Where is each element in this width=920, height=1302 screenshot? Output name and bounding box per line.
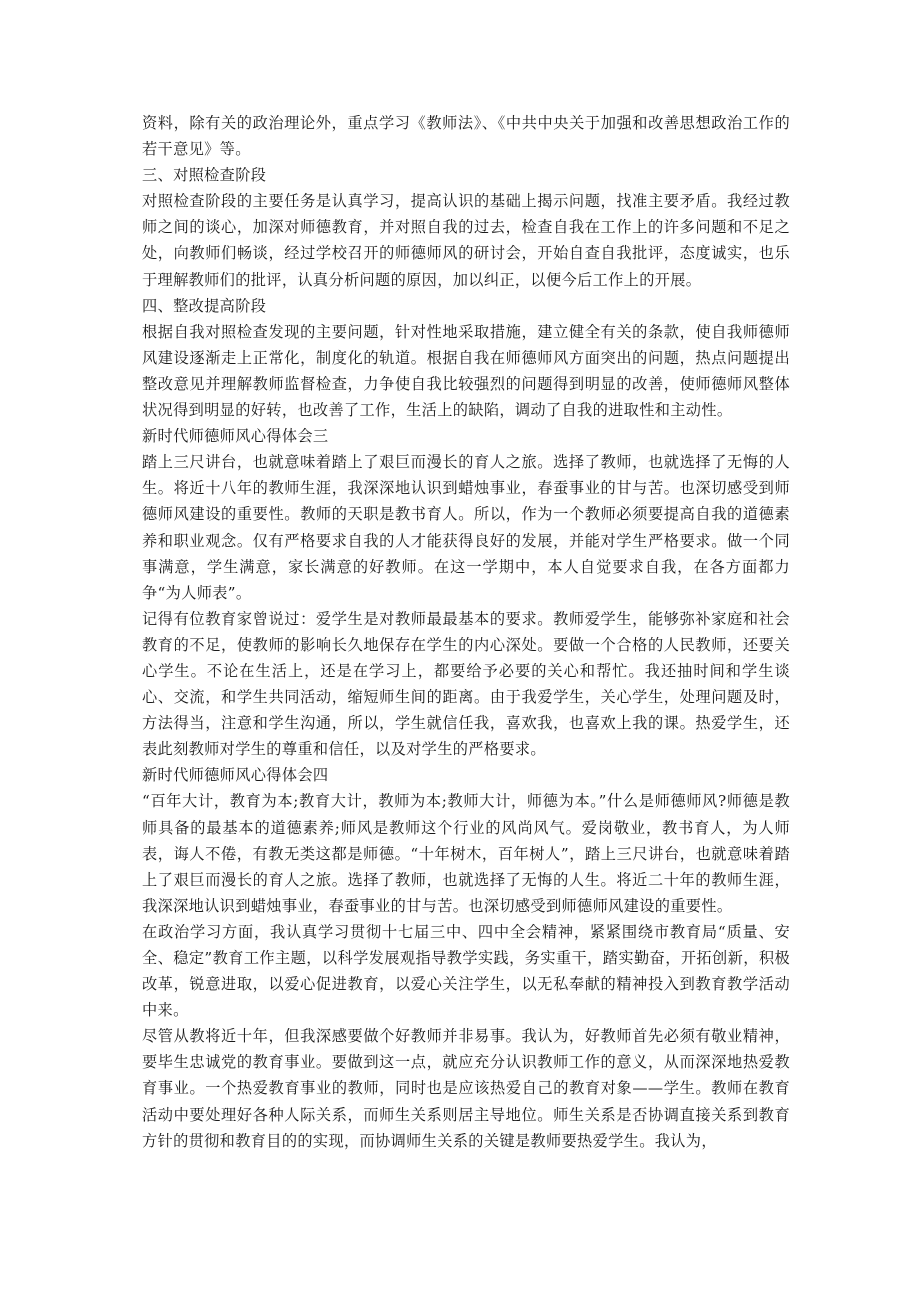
paragraph-good-teacher: 尽管从教将近十年，但我深感要做个好教师并非易事。我认为，好教师首先必须有敬业精神，要毕生忠诚党的教育事业。要做到这一点，就应充分认识教师工作的意义，从而深深地热爱教育事业。一个热爱教育事业的教师，同时也是应该热爱自己的教育对象——学生。教师在教育活动中要处理好各种人际关系，而师生关系则居主导地位。师生关系是否协调直接关系到教育方针的贯彻和教育目的的实现，而协调师生关系的关键是教师要热爱学生。我认为，: [142, 1027, 790, 1150]
paragraph-improve-stage: 根据自我对照检查发现的主要问题，针对性地采取措施，建立健全有关的条款，使自我师德师风建设逐渐走上正常化，制度化的轨道。根据自我在师德师风方面突出的问题，热点问题提出整改意见并理解教师监督检查，力争使自我比较强烈的问题得到明显的改善，使师德师风整体状况得到明显的好转，也改善了工作，生活上的缺陷，调动了自我的进取性和主动性。: [142, 322, 790, 420]
article-title-3: 新时代师德师风心得体会三: [142, 427, 329, 446]
section-heading-3: 三、对照检查阶段: [142, 166, 267, 185]
paragraph-check-stage: 对照检查阶段的主要任务是认真学习，提高认识的基础上揭示问题，找准主要矛盾。我经过教师之间的谈心，加深对师德教育，并对照自我的过去，检查自我在工作上的许多问题和不足之处，向教师们畅谈，经过学校召开的师德师风的研讨会，开始自查自我批评，态度诚实，也乐于理解教师们的批评，认真分析问题的原因，加以纠正，以便今后工作上的开展。: [142, 192, 790, 289]
paragraph-political-study: 在政治学习方面，我认真学习贯彻十七届三中、四中全会精神，紧紧围绕市教育局“质量、安全、稳定”教育工作主题，以科学发展观指导教学实践，务实重干，踏实勤奋，开拓创新，积极改革，锐意进取，以爱心促进教育，以爱心关注学生，以无私奉献的精神投入到教育教学活动中来。: [142, 922, 790, 1020]
document-body: [142, 110, 790, 1154]
paragraph-hundred-year-plan: “百年大计，教育为本;教育大计，教师为本;教师大计，师德为本。”什么是师德师风?师德是教师具备的最基本的道德素养;师风是教师这个行业的风尚风气。爱岗敬业，教书育人，为人师表，诲人不倦，有教无类这都是师德。“十年树木，百年树人”，踏上三尺讲台，也就意味着踏上了艰巨而漫长的育人之旅。选择了教师，也就选择了无悔的人生。将近二十年的教师生涯，我深深地认识到蜡烛事业，春蚕事业的甘与苦。也深切感受到师德师风建设的重要性。: [142, 792, 790, 915]
paragraph-podium: 踏上三尺讲台，也就意味着踏上了艰巨而漫长的育人之旅。选择了教师，也就选择了无悔的人生。将近十八年的教师生涯，我深深地认识到蜡烛事业，春蚕事业的甘与苦。也深切感受到师德师风建设的重要性。教师的天职是教书育人。所以，作为一个教师必须要提高自我的道德素养和职业观念。仅有严格要求自我的人才能获得良好的发展，并能对学生严格要求。做一个同事满意，学生满意，家长满意的好教师。在这一学期中，本人自觉要求自我，在各方面都力争“为人师表”。: [142, 453, 790, 602]
article-title-4: 新时代师德师风心得体会四: [142, 766, 329, 785]
paragraph-love-students: 记得有位教育家曾说过：爱学生是对教师最最基本的要求。教师爱学生，能够弥补家庭和社会教育的不足，使教师的影响长久地保存在学生的内心深处。要做一个合格的人民教师，还要关心学生。不论在生活上，还是在学习上，都要给予必要的关心和帮忙。我还抽时间和学生谈心、交流，和学生共同活动，缩短师生间的距离。由于我爱学生，关心学生，处理问题及时，方法得当，注意和学生沟通，所以，学生就信任我，喜欢我，也喜欢上我的课。热爱学生，还表此刻教师对学生的尊重和信任，以及对学生的严格要求。: [142, 609, 790, 759]
paragraph-intro: 资料，除有关的政治理论外，重点学习《教师法》、《中共中央关于加强和改善思想政治工作的若干意见》等。: [142, 114, 790, 159]
section-heading-4: 四、整改提高阶段: [142, 296, 267, 315]
